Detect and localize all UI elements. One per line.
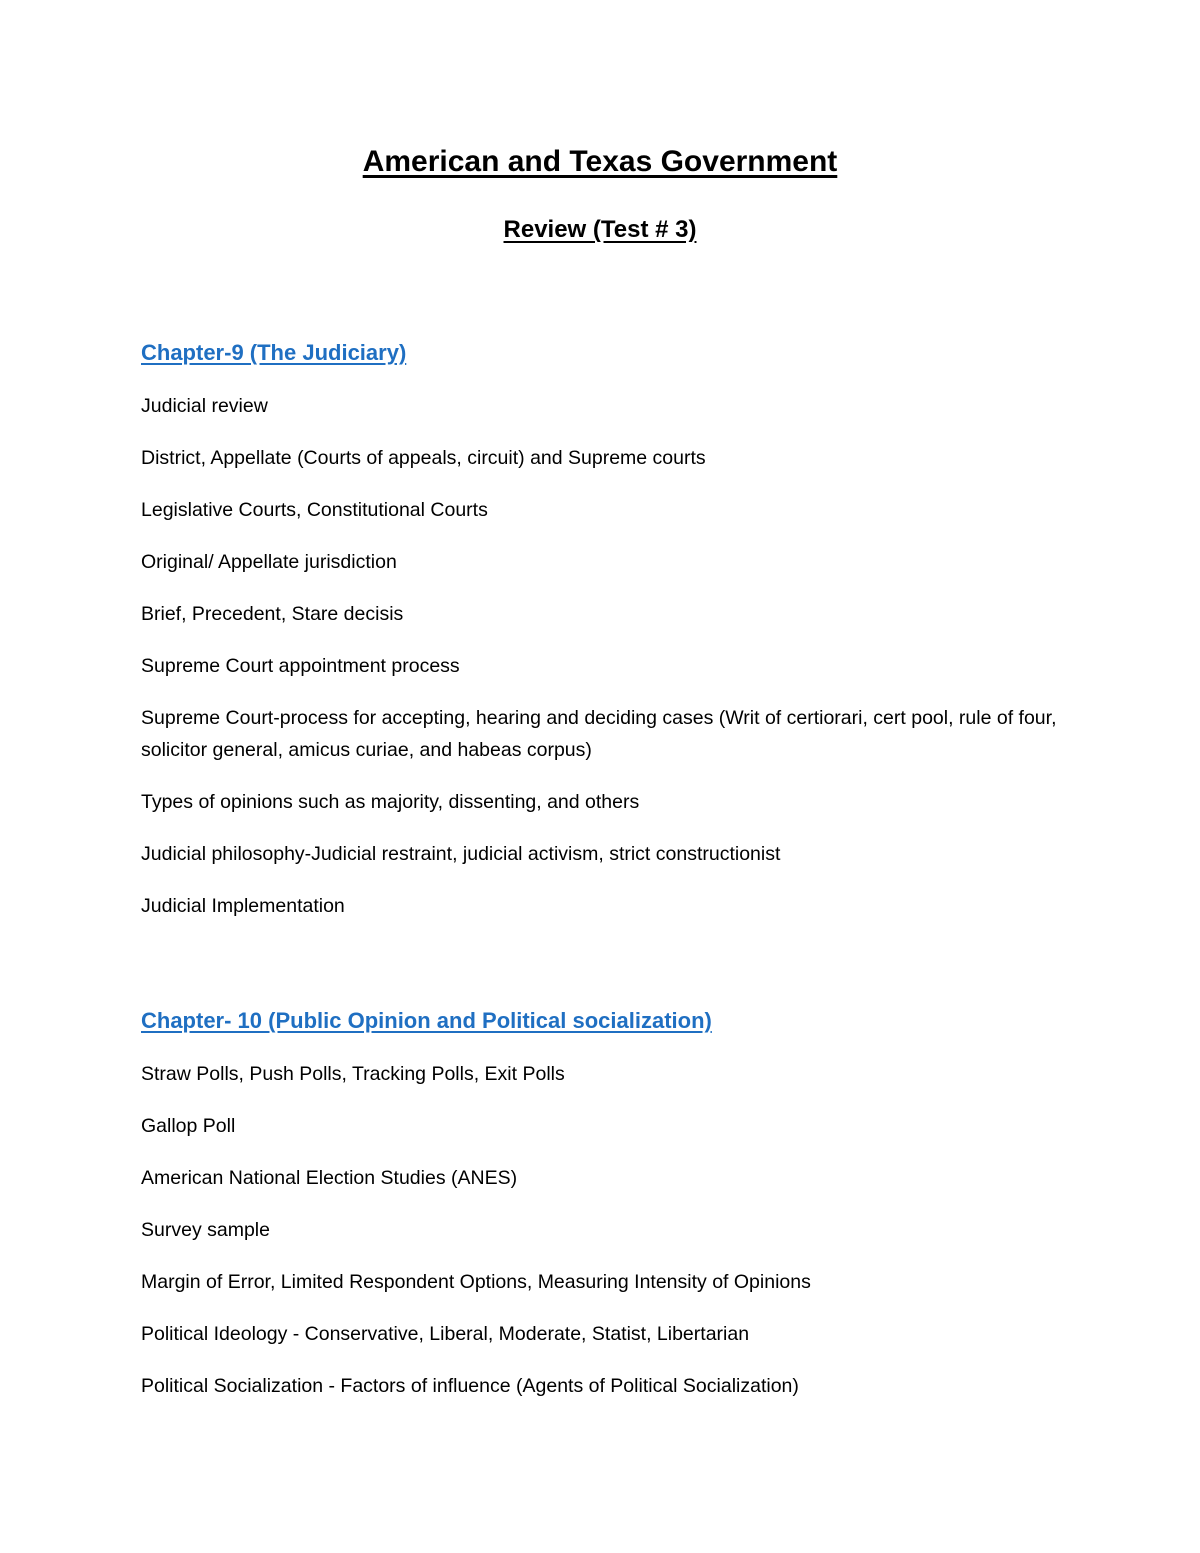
topic-item: Political Ideology - Conservative, Liberal, Moderate, Statist, Libertarian (141, 1323, 750, 1345)
topic-item: Gallop Poll (141, 1115, 236, 1137)
topic-item: Straw Polls, Push Polls, Tracking Polls, Exit Polls (141, 1063, 565, 1085)
topic-item: Survey sample (141, 1219, 270, 1241)
topic-item: Supreme Court-process for accepting, hearing and deciding cases (Writ of certiorari, cert pool, rule of four, solicitor general, amicus curiae, and habeas corpus) (141, 707, 1057, 761)
topic-item: Margin of Error, Limited Respondent Options, Measuring Intensity of Opinions (141, 1271, 811, 1293)
document-subtitle: Review (Test # 3) (503, 216, 697, 243)
topic-item: Judicial review (141, 395, 268, 417)
topic-item: District, Appellate (Courts of appeals, circuit) and Supreme courts (141, 447, 706, 469)
section-heading-chapter-10[interactable]: Chapter- 10 (Public Opinion and Political socialization) (141, 1008, 712, 1033)
topic-item: Judicial Implementation (141, 895, 345, 917)
topic-item: Types of opinions such as majority, dissenting, and others (141, 791, 640, 813)
section-heading-chapter-9[interactable]: Chapter-9 (The Judiciary) (141, 340, 407, 365)
topic-item: Political Socialization - Factors of influence (Agents of Political Socialization) (141, 1375, 799, 1397)
topic-item: Brief, Precedent, Stare decisis (141, 603, 404, 625)
section-chapter-9 (141, 338, 1061, 942)
topic-item: American National Election Studies (ANES) (141, 1167, 518, 1189)
topic-item: Judicial philosophy-Judicial restraint, judicial activism, strict constructionist (141, 843, 781, 865)
topic-list-chapter-10 (141, 1058, 1061, 1402)
document-title: American and Texas Government (362, 145, 838, 178)
topic-item: Original/ Appellate jurisdiction (141, 551, 397, 573)
topic-item: Supreme Court appointment process (141, 655, 460, 677)
topic-item: Legislative Courts, Constitutional Courts (141, 499, 488, 521)
section-chapter-10 (141, 1006, 1061, 1422)
topic-list-chapter-9 (141, 390, 1061, 922)
